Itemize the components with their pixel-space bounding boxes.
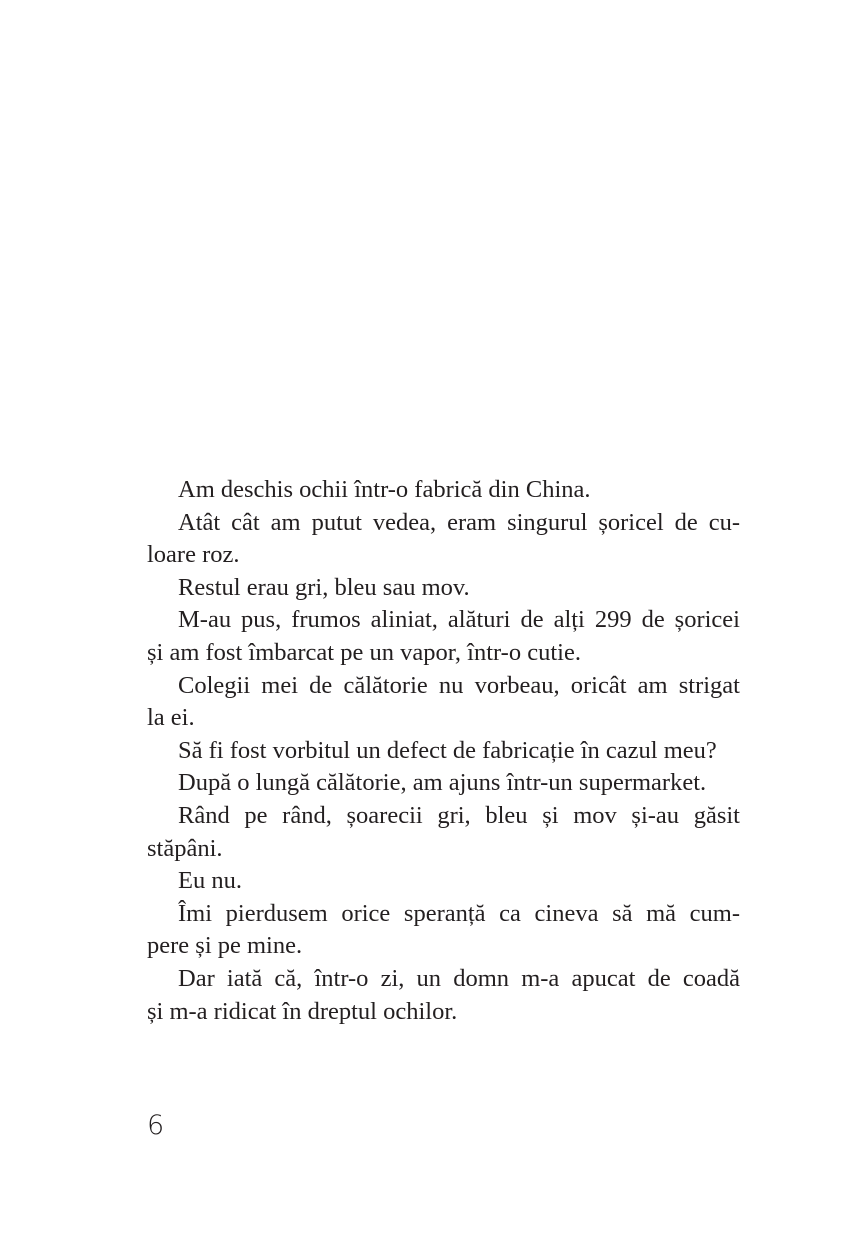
text-line: Rând pe rând, șoarecii gri, bleu și mov și-au găsit	[178, 801, 740, 829]
paragraph	[147, 963, 740, 1028]
text-line: pere și pe mine.	[147, 932, 303, 960]
paragraph	[147, 865, 740, 898]
paragraph	[147, 800, 740, 865]
text-line: Am deschis ochii într-o fabrică din China.	[178, 476, 591, 503]
text-line: și am fost îmbarcat pe un vapor, într-o cutie.	[147, 638, 581, 666]
paragraph	[147, 604, 740, 669]
text-line: stăpâni.	[147, 834, 223, 862]
paragraph	[147, 474, 740, 507]
text-line: Atât cât am putut vedea, eram singurul șoricel de cu-	[178, 508, 740, 536]
text-line: Să fi fost vorbitul un defect de fabricație în cazul meu?	[178, 736, 717, 764]
text-line: Dar iată că, într-o zi, un domn m-a apucat de coadă	[178, 964, 740, 992]
paragraph	[147, 670, 740, 735]
text-line: Îmi pierdusem orice speranță ca cineva să mă cum-	[178, 899, 740, 927]
text-line: și m-a ridicat în dreptul ochilor.	[147, 997, 458, 1025]
text-line: M-au pus, frumos aliniat, alături de alți 299 de șoricei	[178, 606, 740, 634]
text-line: Restul erau gri, bleu sau mov.	[178, 573, 470, 601]
paragraph	[147, 767, 740, 800]
paragraph	[147, 735, 740, 768]
paragraph	[147, 898, 740, 963]
text-line: loare roz.	[147, 541, 240, 569]
text-line: Colegii mei de călătorie nu vorbeau, oricât am strigat	[178, 671, 740, 699]
paragraph	[147, 507, 740, 572]
paragraph	[147, 572, 740, 605]
body-text	[147, 474, 740, 1028]
text-line: După o lungă călătorie, am ajuns într-un supermarket.	[178, 769, 707, 797]
page-number: 6	[147, 1110, 165, 1141]
text-line: Eu nu.	[178, 867, 242, 895]
text-line: la ei.	[147, 704, 195, 732]
